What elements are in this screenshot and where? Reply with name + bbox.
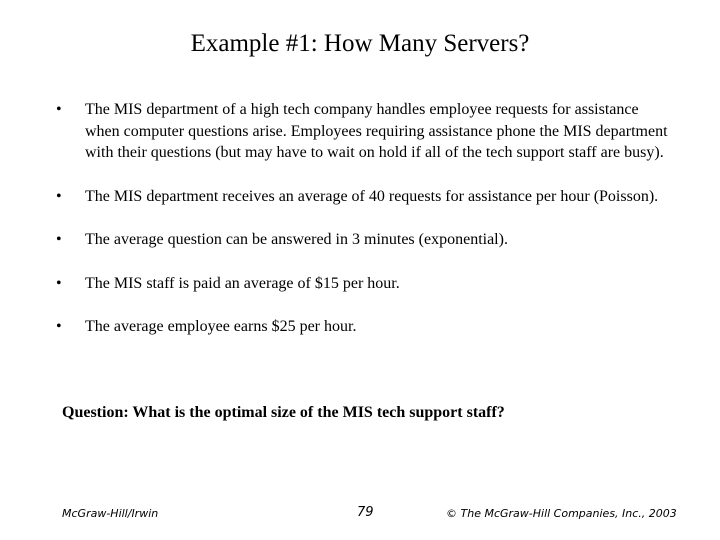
footer-publisher: McGraw-Hill/Irwin (62, 507, 159, 520)
bullet-dot-icon: • (56, 187, 62, 205)
question-text: Question: What is the optimal size of the MIS tech support staff? (62, 404, 505, 421)
bullet-text: The average employee earns $25 per hour. (85, 318, 357, 335)
bullet-item (56, 186, 676, 208)
bullet-item (56, 229, 676, 251)
bullet-dot-icon: • (56, 101, 62, 118)
bullet-text: The MIS department receives an average of 40 requests for assistance per hour (Poisson). (85, 187, 659, 205)
bullet-dot-icon: • (56, 231, 62, 248)
bullet-item (56, 316, 676, 338)
bullet-item (56, 99, 676, 164)
slide-title: Example #1: How Many Servers? (190, 30, 530, 57)
bullet-text: The MIS staff is paid an average of $15 per hour. (85, 274, 400, 292)
footer-page-number: 79 (357, 505, 374, 520)
bullet-list (56, 99, 676, 360)
bullet-item (56, 273, 676, 295)
bullet-dot-icon: • (56, 318, 62, 335)
bullet-dot-icon: • (56, 274, 62, 292)
bullet-text: The average question can be answered in 3 minutes (exponential). (85, 231, 508, 248)
bullet-text: The MIS department of a high tech company handles employee requests for assistance when computer questions arise. Employees requiring assistance phone the MIS department with their questions (but may have to wait on hold if all of the tech support staff are busy). (85, 101, 668, 161)
footer-copyright: © The McGraw-Hill Companies, Inc., 2003 (446, 507, 677, 520)
